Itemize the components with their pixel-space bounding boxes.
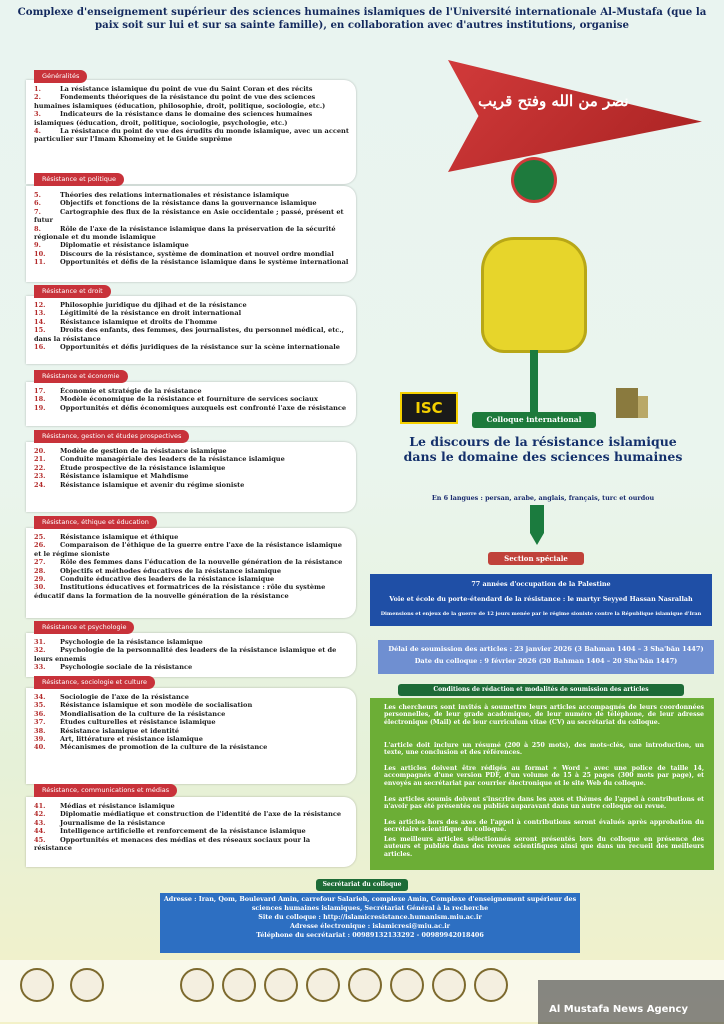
topic-item xyxy=(34,387,350,395)
topic-list xyxy=(34,387,350,412)
topic-list xyxy=(34,85,350,144)
topic-box xyxy=(26,382,356,426)
topic-number: 44. xyxy=(34,827,46,836)
topic-number: 35. xyxy=(34,701,46,710)
languages-note: En 6 langues : persan, arabe, anglais, français, turc et ourdou xyxy=(431,494,655,502)
topic-text: Objectifs et fonctions de la résistance dans la gouvernance islamique xyxy=(60,199,317,208)
condition-item-1: Les chercheurs sont invités à soumettre leurs articles accompagnés de leurs coordonnées personnelles, de leur grade académique, de leur numéro de téléphone, de leur adresse électronique (Mail) et de leur curriculum vitae (CV) au secrétariat du colloque. xyxy=(384,704,704,726)
section-label: Résistance et politique xyxy=(34,173,124,186)
topic-number: 14. xyxy=(34,317,46,326)
topic-text: Légitimité de la résistance en droit international xyxy=(60,309,242,318)
topic-text: Conduite éducative des leaders de la résistance islamique xyxy=(60,575,275,584)
topic-number: 18. xyxy=(34,395,46,404)
topic-text: Fondements théoriques de la résistance du point de vue des sciences humaines islamiques (éducation, philosophie, droit, politique, sociologie, etc.) xyxy=(34,93,326,110)
topic-number: 26. xyxy=(34,541,46,550)
topic-number: 28. xyxy=(34,566,46,575)
watermark xyxy=(538,980,724,1024)
topic-text: Modèle économique de la résistance et fourniture de services sociaux xyxy=(60,395,318,404)
topic-item xyxy=(34,464,350,472)
special-item-2: Voie et école du porte-étendard de la résistance : le martyr Seyyed Hassan Nasrallah xyxy=(389,595,693,603)
topic-number: 2. xyxy=(34,93,41,102)
topic-item xyxy=(34,301,350,309)
topic-box xyxy=(26,442,356,512)
topic-item xyxy=(34,404,350,412)
topic-list xyxy=(34,301,350,351)
topic-item xyxy=(34,343,350,351)
topic-text: Sociologie de l'axe de la résistance xyxy=(60,693,189,701)
raised-fist-icon xyxy=(484,240,584,350)
topic-number: 41. xyxy=(34,802,46,810)
topic-item xyxy=(34,481,350,489)
event-title-line-1: Le discours de la résistance islamique xyxy=(409,434,677,449)
condition-item-3: Les articles doivent être rédigés au format « Word » avec une police de taille 14, accompagnés d'une version PDF, d'un volume de 15 à 25 pages (300 mots par page), et envoyés au secrétariat par courrier électronique et le site Web du colloque. xyxy=(384,765,704,787)
topic-text: Opportunités et défis économiques auxquels est confronté l'axe de résistance xyxy=(60,403,347,412)
topic-number: 6. xyxy=(34,199,41,208)
topic-item xyxy=(34,583,350,600)
special-section-tag: Section spéciale xyxy=(488,552,584,565)
partner-logo-icon xyxy=(70,968,104,1002)
topic-item xyxy=(34,575,350,583)
topic-text: Intelligence artificielle et renforcement de la résistance islamique xyxy=(60,827,306,836)
topic-text: Résistance islamique et droits de l'homme xyxy=(60,317,218,326)
colloque-tag: Colloque international xyxy=(472,412,596,428)
topic-item xyxy=(34,208,350,225)
topic-text: La résistance du point de vue des érudits du monde islamique, avec un accent particulier sur l'Imam Khomeiny et le Guide suprême xyxy=(34,127,349,144)
topic-number: 30. xyxy=(34,583,46,592)
partner-logo-icon xyxy=(20,968,54,1002)
colloque-date: Date du colloque : 9 février 2026 (20 Bahman 1404 – 20 Sha'bān 1447) xyxy=(414,657,678,665)
partner-logo-icon xyxy=(348,968,382,1002)
special-item-1: 77 années d'occupation de la Palestine xyxy=(471,580,611,588)
topic-item xyxy=(34,663,350,671)
topic-box xyxy=(26,186,356,282)
partner-logo-icon xyxy=(180,968,214,1002)
topic-item xyxy=(34,638,350,646)
topic-item xyxy=(34,836,350,853)
topic-box xyxy=(26,688,356,784)
topic-number: 37. xyxy=(34,718,46,727)
topic-item xyxy=(34,447,350,455)
topic-text: Indicateurs de la résistance dans le domaine des sciences humaines islamiques (éducation, droit, politique, sociologie, psychologie, etc.) xyxy=(34,110,313,127)
condition-item-4: Les articles soumis doivent s'inscrire dans les axes et thèmes de l'appel à contributions et n'avoir pas été présentés ou publiés auparavant dans un autre colloque ou revue. xyxy=(384,796,704,811)
topic-text: Économie et stratégie de la résistance xyxy=(60,387,202,395)
section-label: Résistance, gestion et études prospectives xyxy=(34,430,189,443)
topic-number: 43. xyxy=(34,818,46,827)
topic-box xyxy=(26,296,356,364)
topic-item xyxy=(34,455,350,463)
condition-item-2: L'article doit inclure un résumé (200 à 250 mots), des mots-clés, une introduction, un texte, une conclusion et des références. xyxy=(384,742,704,757)
topic-text: Étude prospective de la résistance islamique xyxy=(60,463,226,472)
topic-number: 33. xyxy=(34,663,46,672)
topic-text: Objectifs et méthodes éducatives de la résistance islamique xyxy=(60,566,282,575)
topic-item xyxy=(34,567,350,575)
topic-text: Résistance islamique et éthique xyxy=(60,533,179,541)
topic-text: Résistance islamique et identité xyxy=(60,726,180,735)
secretariat-title: Secrétariat du colloque xyxy=(316,879,408,891)
topic-text: Psychologie sociale de la résistance xyxy=(60,663,193,672)
topic-number: 16. xyxy=(34,343,46,352)
topic-text: Droits des enfants, des femmes, des journalistes, du personnel médical, etc., dans la résistance xyxy=(34,326,344,343)
topic-text: Résistance islamique et Mahdisme xyxy=(60,472,189,481)
topic-number: 39. xyxy=(34,735,46,744)
topic-list xyxy=(34,802,350,852)
topic-box xyxy=(26,528,356,618)
topic-number: 29. xyxy=(34,575,46,584)
partner-logo-icon xyxy=(264,968,298,1002)
topic-item xyxy=(34,309,350,317)
topic-text: Psychologie de la résistance islamique xyxy=(60,638,203,646)
topic-text: Rôle de l'axe de la résistance islamique dans la préservation de la sécurité régionale et du monde islamique xyxy=(34,224,336,242)
topic-box xyxy=(26,633,356,677)
topic-item xyxy=(34,735,350,743)
condition-item-6: Les meilleurs articles sélectionnés seront présentés lors du colloque en présence des auteurs et publiés dans des revues scientifiques ainsi que dans un recueil des meilleurs articles. xyxy=(384,836,704,858)
topic-list xyxy=(34,693,350,752)
topic-number: 19. xyxy=(34,403,46,412)
topic-text: Journalisme de la résistance xyxy=(60,818,166,827)
section-label: Résistance, éthique et éducation xyxy=(34,516,157,529)
topic-number: 3. xyxy=(34,110,41,119)
topic-item xyxy=(34,743,350,751)
topic-item xyxy=(34,819,350,827)
topic-number: 25. xyxy=(34,533,46,541)
section-label: Résistance et psychologie xyxy=(34,621,134,634)
topic-item xyxy=(34,718,350,726)
topic-text: La résistance islamique du point de vue du Saint Coran et des récits xyxy=(60,85,313,93)
topic-number: 11. xyxy=(34,258,46,267)
topic-text: Opportunités et menaces des médias et des réseaux sociaux pour la résistance xyxy=(34,835,311,853)
topic-number: 13. xyxy=(34,309,46,318)
partner-logo-icon xyxy=(390,968,424,1002)
topic-list xyxy=(34,191,350,267)
topic-text: Théories des relations internationales et résistance islamique xyxy=(60,191,290,199)
topic-item xyxy=(34,127,350,144)
topic-number: 5. xyxy=(34,191,41,199)
topic-item xyxy=(34,810,350,818)
topic-list xyxy=(34,533,350,600)
topic-item xyxy=(34,241,350,249)
topic-item xyxy=(34,558,350,566)
topic-item xyxy=(34,701,350,709)
topic-item xyxy=(34,727,350,735)
topic-number: 32. xyxy=(34,646,46,655)
topic-number: 36. xyxy=(34,709,46,718)
topic-text: Opportunités et défis de la résistance islamique dans le système international xyxy=(60,258,349,267)
topic-number: 22. xyxy=(34,463,46,472)
topic-number: 10. xyxy=(34,249,46,258)
section-label: Résistance et droit xyxy=(34,285,111,298)
topic-item xyxy=(34,85,350,93)
poster-header: Complexe d'enseignement supérieur des sciences humaines islamiques de l'Université internationale Al-Mustafa (que la paix soit sur lui et sur sa sainte famille), en collaboration avec d'autres institutions, organise xyxy=(17,6,707,31)
secretariat-email[interactable]: Adresse électronique : islamicresi@miu.ac.ir xyxy=(289,922,451,930)
topic-text: Discours de la résistance, système de domination et nouvel ordre mondial xyxy=(60,249,334,258)
section-label: Résistance et économie xyxy=(34,370,128,383)
special-section-box xyxy=(370,574,712,626)
section-label: Généralités xyxy=(34,70,87,83)
conditions-title: Conditions de rédaction et modalités de soumission des articles xyxy=(398,684,684,696)
topic-text: Mondialisation de la culture de la résistance xyxy=(60,709,226,718)
topic-number: 27. xyxy=(34,558,46,567)
special-item-3: Dimensions et enjeux de la guerre de 12 jours menée par le régime sioniste contre la République islamique d'Iran xyxy=(380,611,702,617)
topic-number: 15. xyxy=(34,326,46,335)
topic-text: Modèle de gestion de la résistance islamique xyxy=(60,447,227,455)
partner-logo-icon xyxy=(432,968,466,1002)
topic-item xyxy=(34,533,350,541)
topic-number: 4. xyxy=(34,127,41,136)
topic-item xyxy=(34,258,350,266)
topic-item xyxy=(34,395,350,403)
event-title xyxy=(378,434,708,464)
partner-logo-icon xyxy=(474,968,508,1002)
topic-item xyxy=(34,250,350,258)
topic-number: 45. xyxy=(34,835,46,844)
topic-number: 34. xyxy=(34,693,46,701)
topic-item xyxy=(34,472,350,480)
topic-item xyxy=(34,710,350,718)
red-flag xyxy=(448,60,702,172)
secretariat-box xyxy=(160,893,580,953)
topic-number: 8. xyxy=(34,224,41,233)
flag-calligraphy: نصر من الله وفتح قریب xyxy=(478,92,629,110)
topic-item xyxy=(34,802,350,810)
topic-list xyxy=(34,638,350,672)
topic-text: Diplomatie et résistance islamique xyxy=(60,241,189,250)
isc-logo: ISC xyxy=(400,392,458,424)
pen-stem xyxy=(530,350,538,420)
topic-text: Mécanismes de promotion de la culture de la résistance xyxy=(60,743,268,752)
topic-number: 17. xyxy=(34,387,46,395)
conditions-box xyxy=(370,698,714,870)
topic-text: Comparaison de l'éthique de la guerre entre l'axe de la résistance islamique et le régime sioniste xyxy=(34,541,342,558)
topic-text: Diplomatie médiatique et construction de l'identité de l'axe de la résistance xyxy=(60,810,342,819)
section-label: Résistance, sociologie et culture xyxy=(34,676,155,689)
topic-number: 12. xyxy=(34,301,46,309)
topic-number: 1. xyxy=(34,85,41,93)
secretariat-address: Adresse : Iran, Qom, Boulevard Amin, carrefour Salarieh, complexe Amin, Complexe d'enseignement supérieur des sciences humaines islamiques, Secrétariat Général à la recherche xyxy=(163,895,577,912)
emblem-badge-icon xyxy=(514,160,554,200)
institution-logo-icon xyxy=(608,378,656,426)
pen-nib-icon xyxy=(530,505,544,545)
topic-item xyxy=(34,225,350,242)
topic-text: Cartographie des flux de la résistance en Asie occidentale ; passé, présent et futur xyxy=(34,207,344,225)
topic-item xyxy=(34,541,350,558)
condition-item-5: Les articles hors des axes de l'appel à contributions seront évalués après approbation du secrétaire scientifique du colloque. xyxy=(384,819,704,834)
topic-text: Études culturelles et résistance islamique xyxy=(60,718,216,727)
partner-logo-icon xyxy=(222,968,256,1002)
topic-item xyxy=(34,827,350,835)
topic-number: 42. xyxy=(34,810,46,819)
topic-text: Institutions éducatives et formatrices de la résistance : rôle du système éducatif dans la formation de la nouvelle génération de la résistance xyxy=(34,583,326,600)
partner-logo-icon xyxy=(306,968,340,1002)
secretariat-site[interactable]: Site du colloque : http://islamicresistance.humanism.miu.ac.ir xyxy=(258,913,482,921)
topic-number: 31. xyxy=(34,638,46,646)
topic-number: 9. xyxy=(34,241,41,250)
topic-number: 24. xyxy=(34,480,46,489)
topic-box xyxy=(26,797,356,867)
topic-text: Opportunités et défis juridiques de la résistance sur la scène internationale xyxy=(60,343,340,352)
topic-number: 20. xyxy=(34,447,46,455)
topic-text: Rôle des femmes dans l'éducation de la nouvelle génération de la résistance xyxy=(60,558,343,567)
topic-item xyxy=(34,318,350,326)
topic-number: 40. xyxy=(34,743,46,752)
topic-item xyxy=(34,199,350,207)
topic-list xyxy=(34,447,350,489)
topic-text: Art, littérature et résistance islamique xyxy=(60,735,203,744)
topic-item xyxy=(34,191,350,199)
topic-number: 7. xyxy=(34,207,41,216)
submission-deadline: Délai de soumission des articles : 23 janvier 2026 (3 Bahman 1404 – 3 Sha'bān 1447) xyxy=(388,645,704,653)
topic-item xyxy=(34,326,350,343)
topic-number: 23. xyxy=(34,472,46,481)
topic-text: Résistance islamique et avenir du régime sioniste xyxy=(60,480,245,489)
topic-text: Médias et résistance islamique xyxy=(60,802,175,810)
topic-item xyxy=(34,693,350,701)
topic-item xyxy=(34,646,350,663)
topic-text: Résistance islamique et son modèle de socialisation xyxy=(60,701,253,710)
dates-box xyxy=(378,640,714,674)
watermark-text: Al Mustafa News Agency xyxy=(549,1004,688,1015)
topic-number: 21. xyxy=(34,455,46,464)
secretariat-phone: Téléphone du secrétariat : 00989132133292 - 00989942018406 xyxy=(256,931,484,939)
topic-text: Conduite managériale des leaders de la résistance islamique xyxy=(60,455,285,464)
topic-text: Philosophie juridique du djihad et de la résistance xyxy=(60,301,247,309)
section-label: Résistance, communications et médias xyxy=(34,784,177,797)
event-title-line-2: dans le domaine des sciences humaines xyxy=(403,449,683,464)
topic-box xyxy=(26,80,356,184)
topic-item xyxy=(34,93,350,110)
topic-number: 38. xyxy=(34,726,46,735)
topic-text: Psychologie de la personnalité des leaders de la résistance islamique et de leurs ennemis xyxy=(34,646,337,663)
topic-item xyxy=(34,110,350,127)
